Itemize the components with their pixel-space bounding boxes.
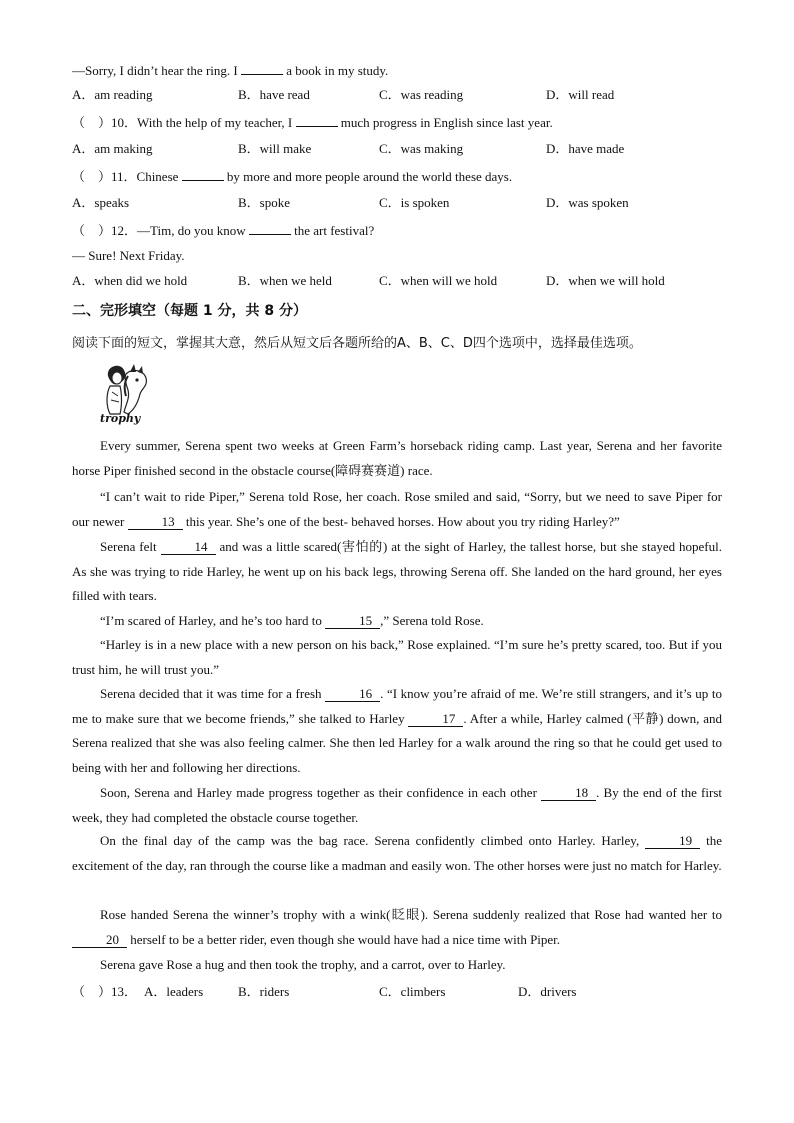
trophy-caption: trophy xyxy=(100,412,141,425)
blank-15: 15 xyxy=(325,614,380,629)
q9-options xyxy=(72,87,732,103)
q9-blank xyxy=(241,62,283,75)
q9-stem: —Sorry, I didn’t hear the ring. I a book in my study. xyxy=(72,63,389,78)
q12-reply: — Sure! Next Friday. xyxy=(72,248,185,263)
q11-stem: （ ）11．Chinese by more and more people around the world these days. xyxy=(72,169,513,184)
q11-blank xyxy=(182,168,224,181)
passage-paragraph-10: Serena gave Rose a hug and then took the trophy, and a carrot, over to Harley. xyxy=(100,957,506,972)
q9-option-c: C．was reading xyxy=(379,87,464,102)
q11-options xyxy=(72,195,732,211)
passage-paragraph-7: Soon, Serena and Harley made progress together as their confidence in each other 18 . By the end of the first week, they had completed the obstacle course together. xyxy=(72,785,722,825)
q11-option-c: C．is spoken xyxy=(379,195,450,210)
q10-blank xyxy=(296,114,338,127)
passage-paragraph-5: “Harley is in a new place with a new person on his back,” Rose explained. “I’m sure he’s pretty scared, too. But if you trust him, he will trust you.” xyxy=(72,637,722,677)
q12-option-d: D．when we will hold xyxy=(546,273,665,288)
passage-paragraph-3: Serena felt 14 and was a little scared(害怕的) at the sight of Harley, the tallest horse, but she stayed hopeful. As she was trying to ride Harley, he went up on his back legs, throwing Serena off. She landed on the hard ground, her eyes filled with tears. xyxy=(72,539,722,603)
passage-paragraph-8: On the final day of the camp was the bag race. Serena confidently climbed onto Harley. Harley, 19 the excitement of the day, ran through the course like a madman and easily won. The other horses were just no match for Harley. xyxy=(72,833,722,873)
q11-option-b: B．spoke xyxy=(238,195,291,210)
passage-paragraph-1: Every summer, Serena spent two weeks at Green Farm’s horseback riding camp. Last year, Serena and her favorite horse Piper finished second in the obstacle course(障碍赛赛道) race. xyxy=(72,438,722,478)
q12-blank xyxy=(249,222,291,235)
q12-stem: （ ）12．—Tim, do you know the art festival? xyxy=(72,223,375,238)
q12-option-a: A．when did we hold xyxy=(72,273,188,288)
passage-paragraph-9: Rose handed Serena the winner’s trophy with a wink(眨眼). Serena suddenly realized that Rose had wanted her to 20 herself to be a better rider, even though she would have had a nice time with Piper. xyxy=(72,903,722,952)
passage-paragraph-4: “I’m scared of Harley, and he’s too hard to 15 ,” Serena told Rose. xyxy=(100,613,484,628)
blank-16: 16 xyxy=(325,687,380,702)
blank-20: 20 xyxy=(72,933,127,948)
blank-14: 14 xyxy=(161,540,216,555)
section-title: 二、完形填空（每题 1 分，共 8 分） xyxy=(72,303,307,319)
q13-label: （ ）13． xyxy=(72,984,138,999)
q13-option-c: C．climbers xyxy=(379,984,446,999)
blank-19: 19 xyxy=(645,834,700,849)
passage-paragraph-2: “I can’t wait to ride Piper,” Serena told Rose, her coach. Rose smiled and said, “Sorry, but we need to save Piper for our newer 13 this year. She’s one of the best- behaved horses. How about you try riding Harley?” xyxy=(72,489,722,529)
q12-option-b: B．when we held xyxy=(238,273,332,288)
q13-option-d: D．drivers xyxy=(518,984,577,999)
q11-option-a: A．speaks xyxy=(72,195,130,210)
q9-option-b: B．have read xyxy=(238,87,310,102)
q13-row xyxy=(72,984,672,1000)
q9-option-a: A．am reading xyxy=(72,87,153,102)
q10-option-c: C．was making xyxy=(379,141,464,156)
trophy-illustration xyxy=(100,362,156,430)
q12-options xyxy=(72,273,732,289)
q10-option-a: A．am making xyxy=(72,141,153,156)
blank-17: 17 xyxy=(408,712,463,727)
q10-option-d: D．have made xyxy=(546,141,625,156)
blank-13: 13 xyxy=(128,515,183,530)
q12-option-c: C．when will we hold xyxy=(379,273,498,288)
q10-option-b: B．will make xyxy=(238,141,312,156)
q9-option-d: D．will read xyxy=(546,87,615,102)
passage-paragraph-6: Serena decided that it was time for a fresh 16 . “I know you’re afraid of me. We’re still strangers, and it’s up to me to make sure that we become friends,” she talked to Harley 17 . After a while, Harley calmed (平静) down, and Serena realized that she was also feeling calmer. She then led Harley for a walk around the ring so that he could get used to being with her and following her directions. xyxy=(72,686,723,775)
section-instruction: 阅读下面的短文，掌握其大意，然后从短文后各题所给的A、B、C、D四个选项中，选择最佳选项。 xyxy=(72,336,642,351)
q10-options xyxy=(72,141,732,157)
q10-stem: （ ）10．With the help of my teacher, I much progress in English since last year. xyxy=(72,115,553,130)
q13-option-a: A．leaders xyxy=(144,984,204,999)
blank-18: 18 xyxy=(541,786,596,801)
q13-option-b: B．riders xyxy=(238,984,290,999)
q11-option-d: D．was spoken xyxy=(546,195,629,210)
